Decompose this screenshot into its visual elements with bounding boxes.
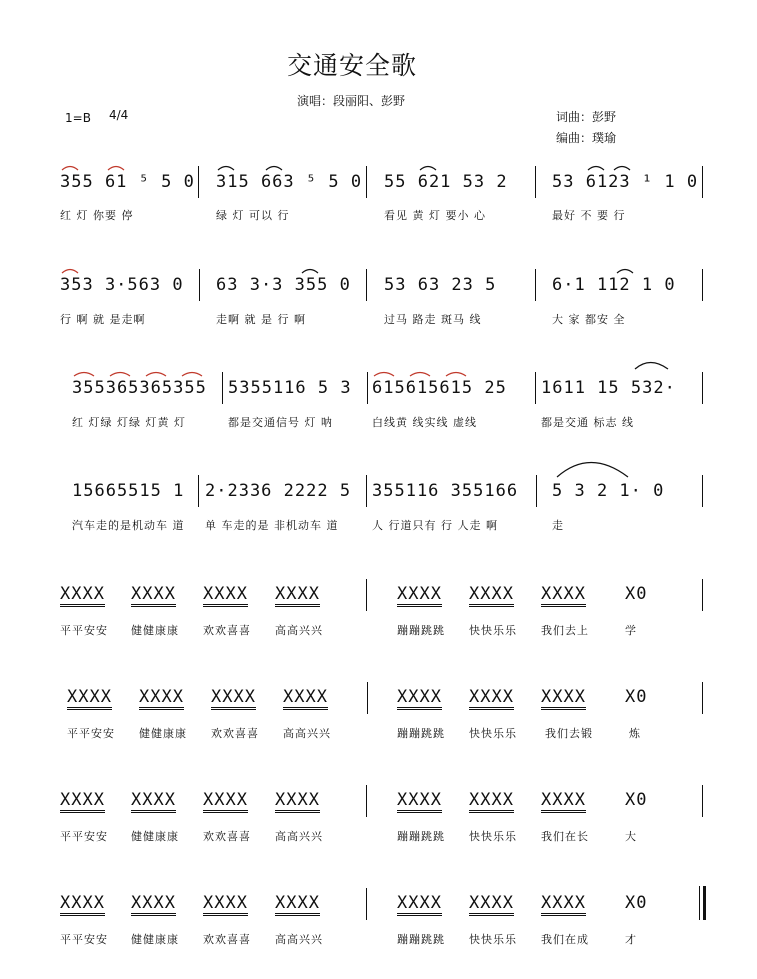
rhythm-group: XXXX (469, 791, 514, 813)
lyricist-composer: 词曲：彭野 (556, 110, 617, 124)
slur-mark (182, 373, 202, 377)
slur-mark (420, 167, 436, 171)
lyric: 蹦蹦跳跳 (397, 830, 445, 843)
rhythm-group: XXXX (469, 688, 514, 710)
lyric: 都是交通信号 灯 呐 (228, 416, 333, 429)
measure-notes: 353 3·563 0 (60, 275, 184, 295)
lyric: 学 (625, 624, 637, 637)
rhythm-group: XXXX (469, 585, 514, 607)
measure-notes: 315 663 ⁵ 5 0 (216, 172, 363, 192)
lyric: 快快乐乐 (469, 830, 517, 843)
measure-notes: 53 63 23 5 (384, 275, 497, 295)
key-signature: 1=B (65, 111, 91, 125)
slur-mark (62, 270, 78, 274)
slur-mark (266, 167, 282, 171)
performers: 演唱：段丽阳、彭野 (297, 94, 406, 108)
slur-mark (410, 373, 430, 377)
lyric: 人 行道只有 行 人走 啊 (372, 519, 498, 532)
lyric: 才 (625, 933, 637, 946)
lyric: 平平安安 (60, 933, 108, 946)
lyric: 高高兴兴 (283, 727, 331, 740)
lyric: 我们去锻 (545, 727, 593, 740)
lyric: 平平安安 (60, 624, 108, 637)
slur-mark (218, 167, 234, 171)
rhythm-group: XXXX (139, 688, 184, 710)
rhythm-group: XXXX (283, 688, 328, 710)
rhythm-group: XXXX (60, 791, 105, 813)
lyric: 走啊 就 是 行 啊 (216, 313, 306, 326)
slur-mark (617, 270, 633, 274)
lyric: 高高兴兴 (275, 830, 323, 843)
lyric: 健健康康 (131, 830, 179, 843)
lyric: 快快乐乐 (469, 624, 517, 637)
slur-mark (588, 167, 604, 171)
rhythm-group: XXXX (275, 894, 320, 916)
lyric: 快快乐乐 (469, 727, 517, 740)
slur-mark (146, 373, 166, 377)
lyric: 平平安安 (60, 830, 108, 843)
lyric: 绿 灯 可以 行 (216, 209, 290, 222)
rhythm-group: XXXX (397, 688, 442, 710)
lyric: 红 灯绿 灯绿 灯黄 灯 (72, 416, 186, 429)
lyric: 看见 黄 灯 要小 心 (384, 209, 486, 222)
rhythm-group: XXXX (541, 688, 586, 710)
measure-notes: 615615615 25 (372, 378, 507, 398)
lyric: 蹦蹦跳跳 (397, 933, 445, 946)
rhythm-group: XXXX (67, 688, 112, 710)
rhythm-group: XXXX (275, 791, 320, 813)
measure-notes: 53 6123 ¹ 1 0 (552, 172, 699, 192)
lyric: 健健康康 (131, 624, 179, 637)
lyric: 欢欢喜喜 (211, 727, 259, 740)
rhythm-group: XXXX (131, 791, 176, 813)
time-signature: 4/4 (109, 108, 129, 122)
rhythm-group: XXXX (397, 791, 442, 813)
lyric: 健健康康 (131, 933, 179, 946)
rhythm-group: XXXX (131, 894, 176, 916)
slur-mark (374, 373, 394, 377)
lyric: 大 家 都安 全 (552, 313, 626, 326)
measure-notes: 355365365355 (72, 378, 207, 398)
lyric: 汽车走的是机动车 道 (72, 519, 185, 532)
lyric: 单 车走的是 非机动车 道 (205, 519, 339, 532)
lyric: 我们去上 (541, 624, 589, 637)
slur-mark (62, 167, 78, 171)
rhythm-group: XXXX (397, 894, 442, 916)
slur-mark (110, 373, 130, 377)
rhythm-group: XXXX (397, 585, 442, 607)
lyric: 蹦蹦跳跳 (397, 624, 445, 637)
measure-notes: 2·2336 2222 5 (205, 481, 352, 501)
rhythm-group: XXXX (541, 894, 586, 916)
lyric: 欢欢喜喜 (203, 830, 251, 843)
rhythm-rest: X0 (625, 790, 648, 810)
slur-mark (614, 167, 630, 171)
rhythm-rest: X0 (625, 687, 648, 707)
lyric: 我们在长 (541, 830, 589, 843)
lyric: 最好 不 要 行 (552, 209, 626, 222)
lyric: 欢欢喜喜 (203, 933, 251, 946)
measure-notes: 355 61 ⁵ 5 0 (60, 172, 195, 192)
measure-notes: 15665515 1 (72, 481, 185, 501)
arranger: 编曲：璞瑜 (556, 131, 617, 145)
measure-notes: 63 3·3 355 0 (216, 275, 351, 295)
slur-mark (74, 373, 94, 377)
slur-mark (446, 373, 466, 377)
lyric: 过马 路走 斑马 线 (384, 313, 482, 326)
lyric: 炼 (629, 727, 641, 740)
rhythm-group: XXXX (60, 585, 105, 607)
lyric: 大 (625, 830, 637, 843)
measure-notes: 55 621 53 2 (384, 172, 508, 192)
rhythm-group: XXXX (541, 791, 586, 813)
measure-notes: 5355116 5 3 (228, 378, 352, 398)
lyric: 都是交通 标志 线 (541, 416, 634, 429)
rhythm-group: XXXX (541, 585, 586, 607)
rhythm-group: XXXX (275, 585, 320, 607)
lyric: 高高兴兴 (275, 624, 323, 637)
lyric: 高高兴兴 (275, 933, 323, 946)
rhythm-rest: X0 (625, 893, 648, 913)
song-title: 交通安全歌 (287, 51, 418, 80)
lyric: 红 灯 你要 停 (60, 209, 134, 222)
slur-mark (557, 463, 628, 478)
lyric: 欢欢喜喜 (203, 624, 251, 637)
rhythm-group: XXXX (203, 894, 248, 916)
lyric: 健健康康 (139, 727, 187, 740)
slur-mark (302, 270, 318, 274)
rhythm-group: XXXX (203, 791, 248, 813)
lyric: 我们在成 (541, 933, 589, 946)
measure-notes: 355116 355166 (372, 481, 519, 501)
rhythm-group: XXXX (211, 688, 256, 710)
slur-mark (108, 167, 124, 171)
rhythm-group: XXXX (469, 894, 514, 916)
lyric: 平平安安 (67, 727, 115, 740)
measure-notes: 5 3 2 1· 0 (552, 481, 665, 501)
lyric: 蹦蹦跳跳 (397, 727, 445, 740)
measure-notes: 6·1 112 1 0 (552, 275, 676, 295)
lyric: 走 (552, 519, 564, 532)
lyric: 快快乐乐 (469, 933, 517, 946)
rhythm-group: XXXX (203, 585, 248, 607)
rhythm-group: XXXX (131, 585, 176, 607)
lyric: 白线黄 线实线 虚线 (372, 416, 477, 429)
rhythm-group: XXXX (60, 894, 105, 916)
measure-notes: 1611 15 532· (541, 378, 676, 398)
lyric: 行 啊 就 是走啊 (60, 313, 146, 326)
slur-mark (635, 363, 668, 370)
rhythm-rest: X0 (625, 584, 648, 604)
